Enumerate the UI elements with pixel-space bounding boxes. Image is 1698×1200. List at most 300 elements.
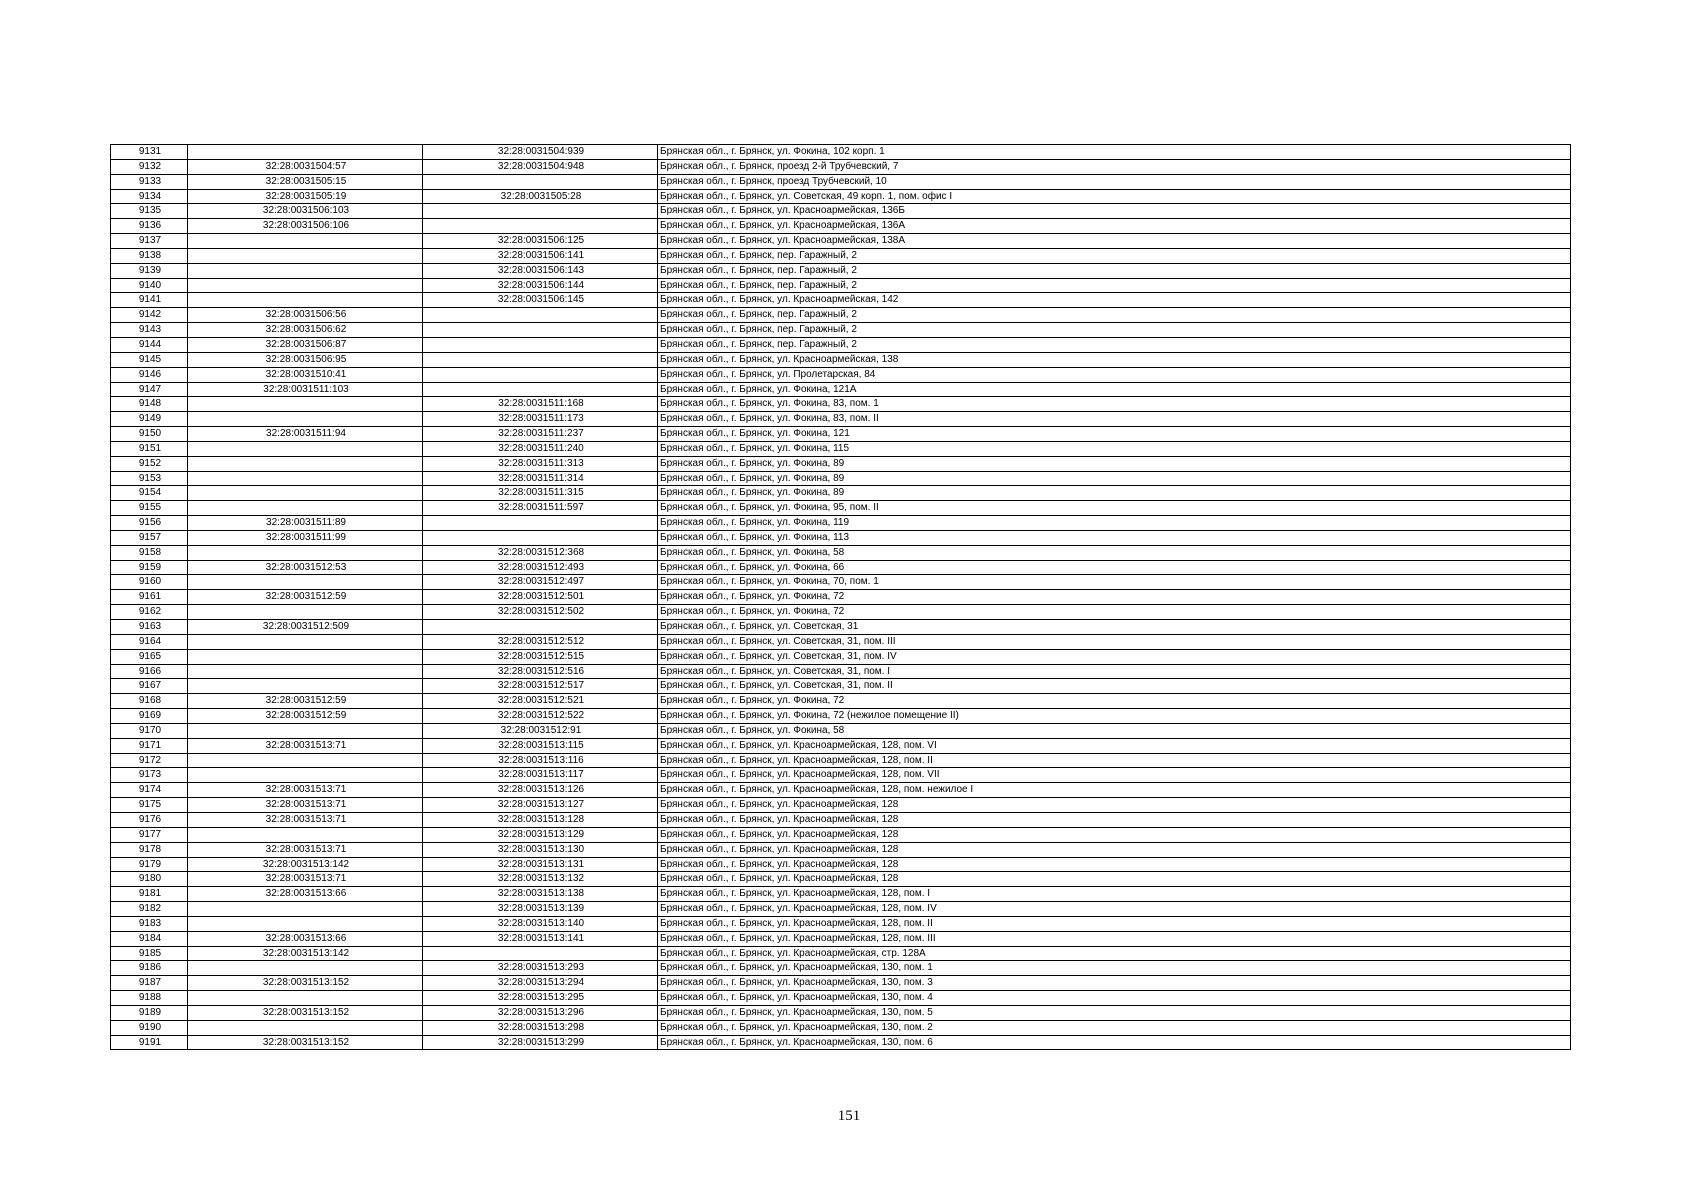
table-row	[111, 1035, 1571, 1050]
row-number-cell: 9171	[111, 738, 188, 753]
row-number-cell: 9186	[111, 961, 188, 976]
new-cadastral-number-cell: 32:28:0031506:141	[423, 248, 658, 263]
table-row	[111, 293, 1571, 308]
address-cell: Брянская обл., г. Брянск, ул. Красноармейская, 128	[658, 857, 1571, 872]
address-cell: Брянская обл., г. Брянск, ул. Красноармейская, 130, пом. 1	[658, 961, 1571, 976]
row-number-cell: 9165	[111, 649, 188, 664]
old-cadastral-number-cell	[188, 293, 423, 308]
row-number-cell: 9154	[111, 486, 188, 501]
row-number-cell: 9145	[111, 352, 188, 367]
row-number-cell: 9173	[111, 768, 188, 783]
old-cadastral-number-cell: 32:28:0031513:71	[188, 872, 423, 887]
old-cadastral-number-cell: 32:28:0031505:19	[188, 189, 423, 204]
table-row	[111, 412, 1571, 427]
row-number-cell: 9157	[111, 530, 188, 545]
old-cadastral-number-cell	[188, 248, 423, 263]
row-number-cell: 9155	[111, 501, 188, 516]
table-row	[111, 382, 1571, 397]
new-cadastral-number-cell: 32:28:0031512:501	[423, 590, 658, 605]
address-cell: Брянская обл., г. Брянск, проезд Трубчевский, 10	[658, 174, 1571, 189]
address-cell: Брянская обл., г. Брянск, ул. Пролетарская, 84	[658, 367, 1571, 382]
old-cadastral-number-cell	[188, 278, 423, 293]
row-number-cell: 9163	[111, 620, 188, 635]
new-cadastral-number-cell: 32:28:0031512:497	[423, 575, 658, 590]
address-cell: Брянская обл., г. Брянск, ул. Красноармейская, 130, пом. 2	[658, 1020, 1571, 1035]
row-number-cell: 9135	[111, 204, 188, 219]
address-cell: Брянская обл., г. Брянск, ул. Красноармейская, 128, пом. IV	[658, 902, 1571, 917]
old-cadastral-number-cell	[188, 753, 423, 768]
address-cell: Брянская обл., г. Брянск, ул. Фокина, 121	[658, 427, 1571, 442]
old-cadastral-number-cell: 32:28:0031506:103	[188, 204, 423, 219]
table-row	[111, 679, 1571, 694]
new-cadastral-number-cell	[423, 219, 658, 234]
table-row	[111, 620, 1571, 635]
address-cell: Брянская обл., г. Брянск, ул. Красноармейская, 128	[658, 812, 1571, 827]
address-cell: Брянская обл., г. Брянск, ул. Фокина, 70, пом. 1	[658, 575, 1571, 590]
new-cadastral-number-cell: 32:28:0031513:129	[423, 827, 658, 842]
row-number-cell: 9147	[111, 382, 188, 397]
row-number-cell: 9132	[111, 159, 188, 174]
row-number-cell: 9153	[111, 471, 188, 486]
table-row	[111, 961, 1571, 976]
row-number-cell: 9183	[111, 916, 188, 931]
address-cell: Брянская обл., г. Брянск, ул. Фокина, 83, пом. 1	[658, 397, 1571, 412]
address-cell: Брянская обл., г. Брянск, пер. Гаражный, 2	[658, 323, 1571, 338]
new-cadastral-number-cell: 32:28:0031512:368	[423, 545, 658, 560]
old-cadastral-number-cell: 32:28:0031511:94	[188, 427, 423, 442]
old-cadastral-number-cell: 32:28:0031505:15	[188, 174, 423, 189]
table-row	[111, 857, 1571, 872]
table-row	[111, 723, 1571, 738]
row-number-cell: 9142	[111, 308, 188, 323]
row-number-cell: 9136	[111, 219, 188, 234]
new-cadastral-number-cell: 32:28:0031513:116	[423, 753, 658, 768]
old-cadastral-number-cell	[188, 664, 423, 679]
new-cadastral-number-cell: 32:28:0031513:299	[423, 1035, 658, 1050]
old-cadastral-number-cell	[188, 916, 423, 931]
new-cadastral-number-cell	[423, 308, 658, 323]
table-row	[111, 946, 1571, 961]
row-number-cell: 9140	[111, 278, 188, 293]
new-cadastral-number-cell: 32:28:0031512:517	[423, 679, 658, 694]
row-number-cell: 9166	[111, 664, 188, 679]
old-cadastral-number-cell	[188, 441, 423, 456]
new-cadastral-number-cell: 32:28:0031513:131	[423, 857, 658, 872]
new-cadastral-number-cell	[423, 337, 658, 352]
new-cadastral-number-cell: 32:28:0031512:515	[423, 649, 658, 664]
table-row	[111, 337, 1571, 352]
new-cadastral-number-cell: 32:28:0031506:125	[423, 234, 658, 249]
address-cell: Брянская обл., г. Брянск, ул. Советская, 31, пом. III	[658, 634, 1571, 649]
table-row	[111, 219, 1571, 234]
table-row	[111, 441, 1571, 456]
old-cadastral-number-cell	[188, 234, 423, 249]
row-number-cell: 9151	[111, 441, 188, 456]
address-cell: Брянская обл., г. Брянск, ул. Красноармейская, 128	[658, 798, 1571, 813]
table-row	[111, 664, 1571, 679]
table-row	[111, 872, 1571, 887]
table-row	[111, 516, 1571, 531]
address-cell: Брянская обл., г. Брянск, ул. Красноармейская, стр. 128А	[658, 946, 1571, 961]
table-row	[111, 887, 1571, 902]
table-row	[111, 159, 1571, 174]
table-row	[111, 545, 1571, 560]
old-cadastral-number-cell: 32:28:0031513:152	[188, 1005, 423, 1020]
table-row	[111, 234, 1571, 249]
address-cell: Брянская обл., г. Брянск, пер. Гаражный, 2	[658, 278, 1571, 293]
table-row	[111, 248, 1571, 263]
row-number-cell: 9131	[111, 145, 188, 160]
new-cadastral-number-cell: 32:28:0031512:516	[423, 664, 658, 679]
address-cell: Брянская обл., г. Брянск, ул. Красноармейская, 138	[658, 352, 1571, 367]
old-cadastral-number-cell: 32:28:0031512:509	[188, 620, 423, 635]
address-cell: Брянская обл., г. Брянск, ул. Фокина, 89	[658, 471, 1571, 486]
new-cadastral-number-cell: 32:28:0031513:132	[423, 872, 658, 887]
old-cadastral-number-cell	[188, 397, 423, 412]
new-cadastral-number-cell: 32:28:0031513:294	[423, 976, 658, 991]
table-row	[111, 827, 1571, 842]
table-row	[111, 605, 1571, 620]
old-cadastral-number-cell: 32:28:0031512:53	[188, 560, 423, 575]
address-cell: Брянская обл., г. Брянск, ул. Красноармейская, 130, пом. 3	[658, 976, 1571, 991]
table-row	[111, 323, 1571, 338]
row-number-cell: 9160	[111, 575, 188, 590]
address-cell: Брянская обл., г. Брянск, пер. Гаражный, 2	[658, 263, 1571, 278]
new-cadastral-number-cell: 32:28:0031506:143	[423, 263, 658, 278]
row-number-cell: 9181	[111, 887, 188, 902]
new-cadastral-number-cell: 32:28:0031513:115	[423, 738, 658, 753]
old-cadastral-number-cell	[188, 456, 423, 471]
row-number-cell: 9156	[111, 516, 188, 531]
address-cell: Брянская обл., г. Брянск, ул. Красноармейская, 128, пом. нежилое I	[658, 783, 1571, 798]
old-cadastral-number-cell: 32:28:0031511:99	[188, 530, 423, 545]
old-cadastral-number-cell	[188, 575, 423, 590]
address-cell: Брянская обл., г. Брянск, ул. Советская, 31, пом. IV	[658, 649, 1571, 664]
new-cadastral-number-cell: 32:28:0031512:521	[423, 694, 658, 709]
old-cadastral-number-cell: 32:28:0031511:103	[188, 382, 423, 397]
new-cadastral-number-cell: 32:28:0031512:493	[423, 560, 658, 575]
table-row	[111, 738, 1571, 753]
row-number-cell: 9149	[111, 412, 188, 427]
old-cadastral-number-cell	[188, 1020, 423, 1035]
new-cadastral-number-cell: 32:28:0031504:948	[423, 159, 658, 174]
address-cell: Брянская обл., г. Брянск, ул. Фокина, 72	[658, 694, 1571, 709]
old-cadastral-number-cell: 32:28:0031513:142	[188, 946, 423, 961]
address-cell: Брянская обл., г. Брянск, ул. Красноармейская, 142	[658, 293, 1571, 308]
new-cadastral-number-cell	[423, 367, 658, 382]
old-cadastral-number-cell	[188, 501, 423, 516]
old-cadastral-number-cell: 32:28:0031512:59	[188, 694, 423, 709]
row-number-cell: 9139	[111, 263, 188, 278]
table-row	[111, 931, 1571, 946]
new-cadastral-number-cell: 32:28:0031512:502	[423, 605, 658, 620]
row-number-cell: 9162	[111, 605, 188, 620]
address-cell: Брянская обл., г. Брянск, ул. Красноармейская, 128, пом. VI	[658, 738, 1571, 753]
address-cell: Брянская обл., г. Брянск, ул. Советская, 31	[658, 620, 1571, 635]
table-row	[111, 902, 1571, 917]
table-row	[111, 991, 1571, 1006]
table-row	[111, 709, 1571, 724]
row-number-cell: 9133	[111, 174, 188, 189]
new-cadastral-number-cell	[423, 352, 658, 367]
new-cadastral-number-cell: 32:28:0031511:173	[423, 412, 658, 427]
new-cadastral-number-cell	[423, 204, 658, 219]
old-cadastral-number-cell: 32:28:0031511:89	[188, 516, 423, 531]
address-cell: Брянская обл., г. Брянск, ул. Фокина, 66	[658, 560, 1571, 575]
address-cell: Брянская обл., г. Брянск, пер. Гаражный, 2	[658, 337, 1571, 352]
new-cadastral-number-cell: 32:28:0031513:295	[423, 991, 658, 1006]
old-cadastral-number-cell: 32:28:0031513:71	[188, 783, 423, 798]
old-cadastral-number-cell: 32:28:0031513:66	[188, 887, 423, 902]
table-row	[111, 590, 1571, 605]
new-cadastral-number-cell: 32:28:0031513:298	[423, 1020, 658, 1035]
new-cadastral-number-cell: 32:28:0031506:144	[423, 278, 658, 293]
row-number-cell: 9187	[111, 976, 188, 991]
row-number-cell: 9146	[111, 367, 188, 382]
new-cadastral-number-cell: 32:28:0031511:597	[423, 501, 658, 516]
address-cell: Брянская обл., г. Брянск, ул. Фокина, 121А	[658, 382, 1571, 397]
table-row	[111, 501, 1571, 516]
table-row	[111, 842, 1571, 857]
address-cell: Брянская обл., г. Брянск, ул. Красноармейская, 128	[658, 827, 1571, 842]
row-number-cell: 9179	[111, 857, 188, 872]
new-cadastral-number-cell: 32:28:0031511:313	[423, 456, 658, 471]
new-cadastral-number-cell: 32:28:0031513:141	[423, 931, 658, 946]
row-number-cell: 9178	[111, 842, 188, 857]
old-cadastral-number-cell	[188, 605, 423, 620]
old-cadastral-number-cell	[188, 145, 423, 160]
address-cell: Брянская обл., г. Брянск, ул. Фокина, 95, пом. II	[658, 501, 1571, 516]
address-cell: Брянская обл., г. Брянск, ул. Фокина, 115	[658, 441, 1571, 456]
old-cadastral-number-cell	[188, 263, 423, 278]
old-cadastral-number-cell	[188, 634, 423, 649]
new-cadastral-number-cell	[423, 174, 658, 189]
row-number-cell: 9184	[111, 931, 188, 946]
old-cadastral-number-cell: 32:28:0031513:152	[188, 976, 423, 991]
table-row	[111, 634, 1571, 649]
address-cell: Брянская обл., г. Брянск, пер. Гаражный, 2	[658, 248, 1571, 263]
cadastral-table	[110, 144, 1571, 1050]
row-number-cell: 9138	[111, 248, 188, 263]
table-row	[111, 530, 1571, 545]
row-number-cell: 9164	[111, 634, 188, 649]
new-cadastral-number-cell: 32:28:0031512:522	[423, 709, 658, 724]
table-row	[111, 456, 1571, 471]
old-cadastral-number-cell: 32:28:0031506:62	[188, 323, 423, 338]
row-number-cell: 9144	[111, 337, 188, 352]
table-row	[111, 486, 1571, 501]
address-cell: Брянская обл., г. Брянск, пер. Гаражный, 2	[658, 308, 1571, 323]
old-cadastral-number-cell	[188, 486, 423, 501]
old-cadastral-number-cell: 32:28:0031513:71	[188, 812, 423, 827]
table-row	[111, 798, 1571, 813]
table-row	[111, 976, 1571, 991]
new-cadastral-number-cell: 32:28:0031513:293	[423, 961, 658, 976]
address-cell: Брянская обл., г. Брянск, ул. Фокина, 89	[658, 456, 1571, 471]
old-cadastral-number-cell	[188, 961, 423, 976]
address-cell: Брянская обл., г. Брянск, ул. Красноармейская, 128	[658, 872, 1571, 887]
row-number-cell: 9152	[111, 456, 188, 471]
page-number: 151	[837, 1108, 861, 1124]
old-cadastral-number-cell	[188, 723, 423, 738]
address-cell: Брянская обл., г. Брянск, ул. Красноармейская, 128, пом. II	[658, 916, 1571, 931]
old-cadastral-number-cell: 32:28:0031513:71	[188, 738, 423, 753]
address-cell: Брянская обл., г. Брянск, ул. Красноармейская, 136А	[658, 219, 1571, 234]
row-number-cell: 9172	[111, 753, 188, 768]
address-cell: Брянская обл., г. Брянск, ул. Фокина, 58	[658, 723, 1571, 738]
old-cadastral-number-cell	[188, 768, 423, 783]
new-cadastral-number-cell: 32:28:0031513:130	[423, 842, 658, 857]
row-number-cell: 9168	[111, 694, 188, 709]
old-cadastral-number-cell	[188, 679, 423, 694]
address-cell: Брянская обл., г. Брянск, ул. Красноармейская, 136Б	[658, 204, 1571, 219]
new-cadastral-number-cell	[423, 516, 658, 531]
address-cell: Брянская обл., г. Брянск, ул. Красноармейская, 130, пом. 4	[658, 991, 1571, 1006]
new-cadastral-number-cell: 32:28:0031513:296	[423, 1005, 658, 1020]
table-row	[111, 649, 1571, 664]
new-cadastral-number-cell	[423, 530, 658, 545]
row-number-cell: 9182	[111, 902, 188, 917]
new-cadastral-number-cell: 32:28:0031512:91	[423, 723, 658, 738]
address-cell: Брянская обл., г. Брянск, ул. Фокина, 119	[658, 516, 1571, 531]
address-cell: Брянская обл., г. Брянск, ул. Советская, 31, пом. II	[658, 679, 1571, 694]
new-cadastral-number-cell: 32:28:0031511:237	[423, 427, 658, 442]
table-row	[111, 352, 1571, 367]
new-cadastral-number-cell: 32:28:0031512:512	[423, 634, 658, 649]
old-cadastral-number-cell	[188, 545, 423, 560]
address-cell: Брянская обл., г. Брянск, ул. Советская, 49 корп. 1, пом. офис I	[658, 189, 1571, 204]
new-cadastral-number-cell: 32:28:0031513:117	[423, 768, 658, 783]
table-row	[111, 278, 1571, 293]
old-cadastral-number-cell: 32:28:0031510:41	[188, 367, 423, 382]
address-cell: Брянская обл., г. Брянск, ул. Красноармейская, 128, пом. III	[658, 931, 1571, 946]
table-row	[111, 367, 1571, 382]
row-number-cell: 9177	[111, 827, 188, 842]
row-number-cell: 9170	[111, 723, 188, 738]
old-cadastral-number-cell: 32:28:0031512:59	[188, 709, 423, 724]
new-cadastral-number-cell: 32:28:0031506:145	[423, 293, 658, 308]
row-number-cell: 9169	[111, 709, 188, 724]
table-row	[111, 189, 1571, 204]
address-cell: Брянская обл., г. Брянск, ул. Красноармейская, 138А	[658, 234, 1571, 249]
old-cadastral-number-cell: 32:28:0031506:87	[188, 337, 423, 352]
row-number-cell: 9190	[111, 1020, 188, 1035]
new-cadastral-number-cell: 32:28:0031513:139	[423, 902, 658, 917]
new-cadastral-number-cell: 32:28:0031511:240	[423, 441, 658, 456]
table-row	[111, 204, 1571, 219]
row-number-cell: 9141	[111, 293, 188, 308]
new-cadastral-number-cell: 32:28:0031504:939	[423, 145, 658, 160]
address-cell: Брянская обл., г. Брянск, ул. Красноармейская, 130, пом. 5	[658, 1005, 1571, 1020]
address-cell: Брянская обл., г. Брянск, проезд 2-й Трубчевский, 7	[658, 159, 1571, 174]
row-number-cell: 9159	[111, 560, 188, 575]
row-number-cell: 9175	[111, 798, 188, 813]
old-cadastral-number-cell	[188, 991, 423, 1006]
old-cadastral-number-cell: 32:28:0031513:142	[188, 857, 423, 872]
row-number-cell: 9137	[111, 234, 188, 249]
old-cadastral-number-cell: 32:28:0031512:59	[188, 590, 423, 605]
table-row	[111, 575, 1571, 590]
old-cadastral-number-cell: 32:28:0031513:71	[188, 798, 423, 813]
new-cadastral-number-cell: 32:28:0031511:168	[423, 397, 658, 412]
address-cell: Брянская обл., г. Брянск, ул. Красноармейская, 128, пом. I	[658, 887, 1571, 902]
table-row	[111, 560, 1571, 575]
new-cadastral-number-cell: 32:28:0031513:128	[423, 812, 658, 827]
new-cadastral-number-cell	[423, 323, 658, 338]
row-number-cell: 9134	[111, 189, 188, 204]
new-cadastral-number-cell: 32:28:0031513:127	[423, 798, 658, 813]
address-cell: Брянская обл., г. Брянск, ул. Красноармейская, 128, пом. VII	[658, 768, 1571, 783]
old-cadastral-number-cell: 32:28:0031513:152	[188, 1035, 423, 1050]
old-cadastral-number-cell	[188, 827, 423, 842]
row-number-cell: 9150	[111, 427, 188, 442]
old-cadastral-number-cell: 32:28:0031513:71	[188, 842, 423, 857]
new-cadastral-number-cell: 32:28:0031505:28	[423, 189, 658, 204]
address-cell: Брянская обл., г. Брянск, ул. Фокина, 83, пом. II	[658, 412, 1571, 427]
old-cadastral-number-cell: 32:28:0031504:57	[188, 159, 423, 174]
row-number-cell: 9180	[111, 872, 188, 887]
address-cell: Брянская обл., г. Брянск, ул. Фокина, 58	[658, 545, 1571, 560]
row-number-cell: 9161	[111, 590, 188, 605]
old-cadastral-number-cell: 32:28:0031506:56	[188, 308, 423, 323]
table-row	[111, 753, 1571, 768]
row-number-cell: 9167	[111, 679, 188, 694]
row-number-cell: 9188	[111, 991, 188, 1006]
address-cell: Брянская обл., г. Брянск, ул. Красноармейская, 128	[658, 842, 1571, 857]
table-row	[111, 308, 1571, 323]
row-number-cell: 9143	[111, 323, 188, 338]
table-row	[111, 427, 1571, 442]
address-cell: Брянская обл., г. Брянск, ул. Фокина, 102 корп. 1	[658, 145, 1571, 160]
new-cadastral-number-cell	[423, 382, 658, 397]
address-cell: Брянская обл., г. Брянск, ул. Фокина, 72	[658, 590, 1571, 605]
address-cell: Брянская обл., г. Брянск, ул. Фокина, 113	[658, 530, 1571, 545]
row-number-cell: 9174	[111, 783, 188, 798]
old-cadastral-number-cell: 32:28:0031506:95	[188, 352, 423, 367]
new-cadastral-number-cell: 32:28:0031513:138	[423, 887, 658, 902]
table-row	[111, 783, 1571, 798]
row-number-cell: 9176	[111, 812, 188, 827]
old-cadastral-number-cell	[188, 412, 423, 427]
new-cadastral-number-cell	[423, 946, 658, 961]
row-number-cell: 9191	[111, 1035, 188, 1050]
row-number-cell: 9158	[111, 545, 188, 560]
table-row	[111, 471, 1571, 486]
table-row	[111, 812, 1571, 827]
new-cadastral-number-cell: 32:28:0031513:140	[423, 916, 658, 931]
address-cell: Брянская обл., г. Брянск, ул. Красноармейская, 130, пом. 6	[658, 1035, 1571, 1050]
row-number-cell: 9148	[111, 397, 188, 412]
new-cadastral-number-cell: 32:28:0031511:315	[423, 486, 658, 501]
address-cell: Брянская обл., г. Брянск, ул. Фокина, 72 (нежилое помещение II)	[658, 709, 1571, 724]
address-cell: Брянская обл., г. Брянск, ул. Фокина, 72	[658, 605, 1571, 620]
address-cell: Брянская обл., г. Брянск, ул. Советская, 31, пом. I	[658, 664, 1571, 679]
table-body	[111, 145, 1571, 1050]
address-cell: Брянская обл., г. Брянск, ул. Красноармейская, 128, пом. II	[658, 753, 1571, 768]
new-cadastral-number-cell: 32:28:0031511:314	[423, 471, 658, 486]
table-row	[111, 916, 1571, 931]
table-row	[111, 1020, 1571, 1035]
table-row	[111, 174, 1571, 189]
old-cadastral-number-cell: 32:28:0031506:106	[188, 219, 423, 234]
new-cadastral-number-cell	[423, 620, 658, 635]
old-cadastral-number-cell	[188, 902, 423, 917]
table-row	[111, 768, 1571, 783]
table-row	[111, 397, 1571, 412]
new-cadastral-number-cell: 32:28:0031513:126	[423, 783, 658, 798]
table-row	[111, 145, 1571, 160]
old-cadastral-number-cell	[188, 471, 423, 486]
